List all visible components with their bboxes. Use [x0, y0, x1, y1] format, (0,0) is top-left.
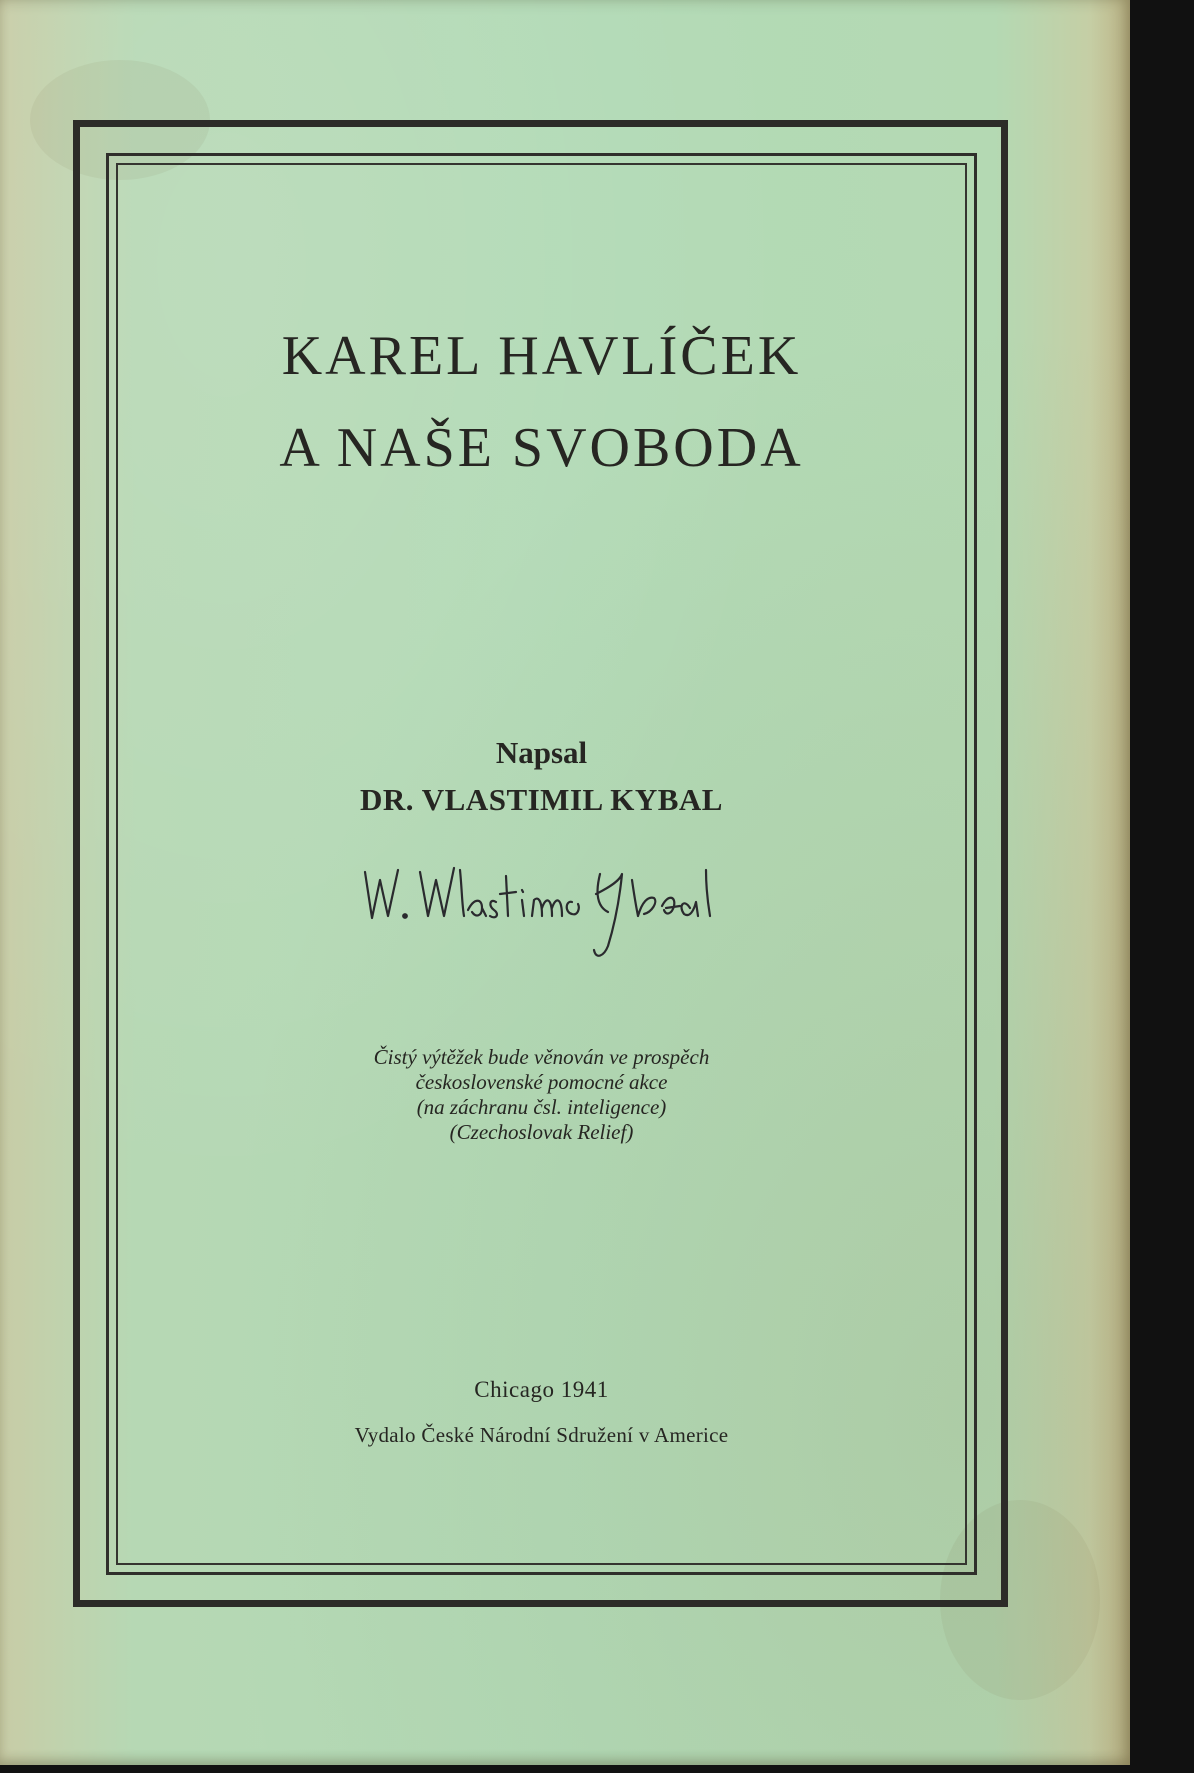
place-and-year: Chicago 1941 — [474, 1377, 609, 1402]
title-line-2: A NAŠE SVOBODA — [279, 417, 804, 479]
author-name: DR. VLASTIMIL KYBAL — [360, 782, 723, 817]
proceeds-line: (na záchranu čsl. inteligence) — [416, 1095, 667, 1119]
proceeds-line: (Czechoslovak Relief) — [449, 1120, 634, 1144]
proceeds-note — [120, 1045, 963, 1145]
handwritten-signature — [350, 850, 770, 970]
proceeds-line: československé pomocné akce — [415, 1070, 668, 1094]
title-line-1: KAREL HAVLÍČEK — [281, 325, 802, 387]
cover-content — [120, 170, 963, 1560]
written-by-label: Napsal — [495, 735, 588, 770]
book-title — [120, 310, 963, 494]
proceeds-line: Čistý výtěžek bude věnován ve prospěch — [373, 1045, 710, 1069]
publisher-line: Vydalo České Národní Sdružení v Americe — [354, 1423, 729, 1447]
